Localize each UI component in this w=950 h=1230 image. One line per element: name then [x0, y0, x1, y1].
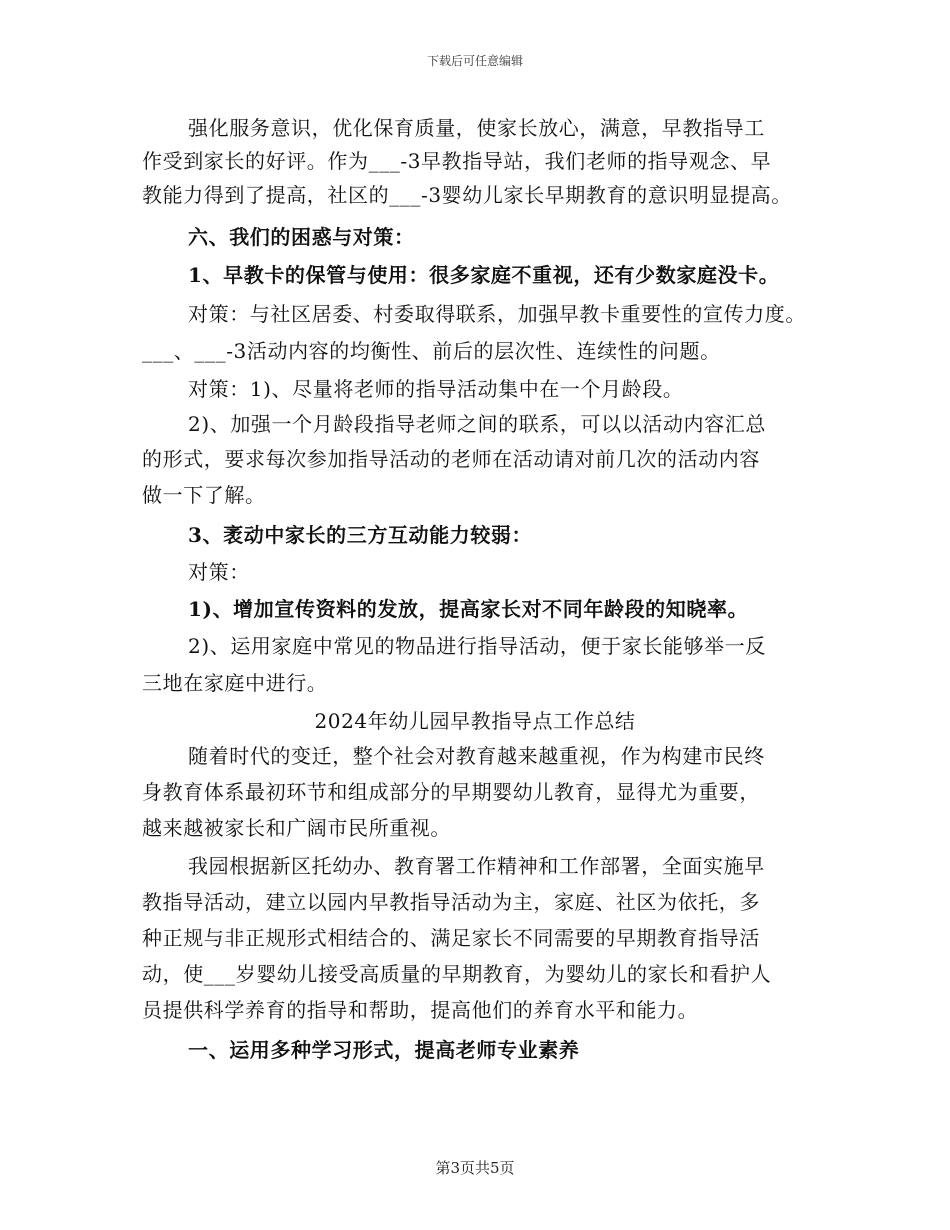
- subsection-heading: 1、早教卡的保管与使用：很多家庭不重视，还有少数家庭没卡。: [188, 263, 780, 287]
- body-line: 动，使___岁婴幼儿接受高质量的早期教育，为婴幼儿的家长和看护人: [142, 962, 772, 986]
- body-line: 越来越被家长和广阔市民所重视。: [142, 816, 451, 840]
- body-line: 教能力得到了提高，社区的___-3婴幼儿家长早期教育的意识明显提高。: [142, 183, 792, 207]
- body-line: 对策：1)、尽量将老师的指导活动集中在一个月龄段。: [188, 377, 684, 401]
- body-line: 教指导活动，建立以园内早教指导活动为主，家庭、社区为依托，多: [142, 890, 760, 914]
- body-line: 三地在家庭中进行。: [142, 671, 328, 695]
- body-line: 作受到家长的好评。作为___-3早教指导站，我们老师的指导观念、早: [142, 149, 772, 173]
- body-line: ___、___-3活动内容的均衡性、前后的层次性、连续性的问题。: [142, 339, 721, 363]
- body-line: 种正规与非正规形式相结合的、满足家长不同需要的早期教育指导活: [142, 926, 760, 950]
- body-line: 员提供科学养育的指导和帮助，提高他们的养育水平和能力。: [142, 998, 699, 1022]
- body-line: 2)、加强一个月龄段指导老师之间的联系，可以以活动内容汇总: [188, 412, 766, 436]
- page-footer: 第3页共5页: [435, 1159, 515, 1177]
- section-heading: 六、我们的困惑与对策：: [188, 225, 415, 249]
- body-line: 我园根据新区托幼办、教育署工作精神和工作部署，全面实施早: [188, 854, 765, 878]
- body-line: 身教育体系最初环节和组成部分的早期婴幼儿教育，显得尤为重要，: [142, 780, 760, 804]
- body-line: 对策：: [188, 560, 250, 584]
- subsection-heading: 3、袤动中家长的三方互动能力较弱：: [188, 523, 533, 547]
- body-line: 对策：与社区居委、村委取得联系，加强早教卡重要性的宣传力度。: [188, 302, 806, 326]
- body-line-bold: 1)、增加宣传资料的发放，提高家长对不同年龄段的知晓率。: [188, 597, 749, 621]
- page-header: 下载后可任意编辑: [426, 54, 523, 68]
- body-line: 强化服务意识，优化保育质量，使家长放心，满意，早教指导工: [188, 116, 765, 140]
- section-heading: 一、运用多种学习形式，提高老师专业素养: [188, 1038, 580, 1062]
- body-line: 的形式，要求每次参加指导活动的老师在活动请对前几次的活动内容: [142, 447, 760, 471]
- body-line: 随着时代的变迁，整个社会对教育越来越重视，作为构建市民终: [188, 744, 765, 768]
- body-line: 做一下了解。: [142, 483, 266, 507]
- body-line: 2)、运用家庭中常见的物品进行指导活动，便于家长能够举一反: [188, 634, 766, 658]
- document-title: 2024年幼儿园早教指导点工作总结: [314, 709, 636, 733]
